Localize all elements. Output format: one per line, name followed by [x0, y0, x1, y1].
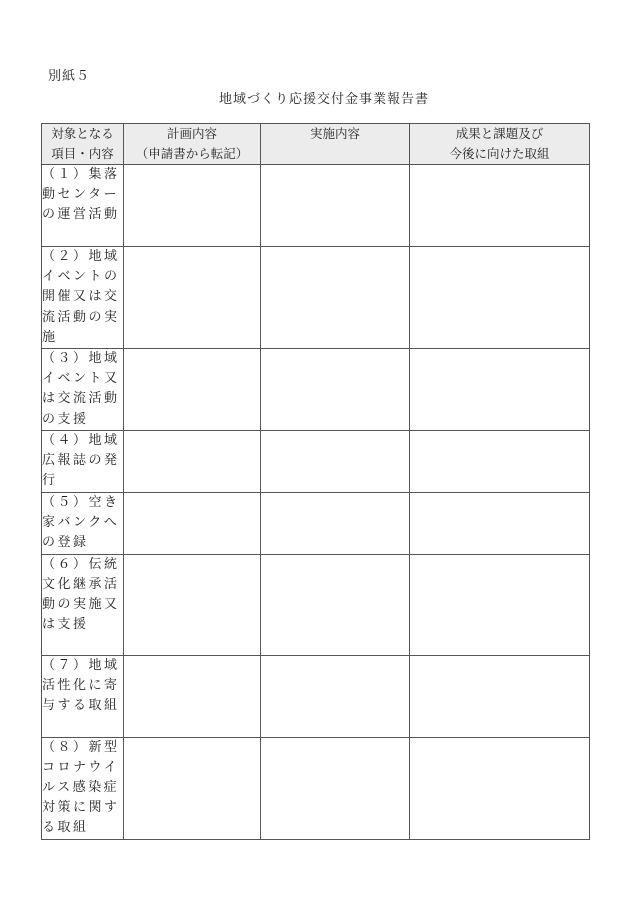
table-row — [42, 554, 590, 655]
header-results-line2: 今後に向けた取組 — [449, 146, 550, 161]
plan-cell[interactable] — [124, 247, 261, 349]
document-title: 地域づくり応援交付金事業報告書 — [218, 92, 429, 107]
row-item-label: （３）地域イベント又は交流活動の支援 — [42, 349, 124, 431]
table-row — [42, 655, 590, 737]
header-item-line1: 対象となる — [51, 126, 114, 141]
implementation-cell[interactable] — [261, 165, 410, 247]
plan-cell[interactable] — [124, 349, 261, 431]
header-implementation — [261, 124, 410, 165]
table-row — [42, 737, 590, 839]
header-plan-line2: （申請書から転記） — [135, 146, 249, 161]
row-item-label: （８）新型コロナウイルス感染症対策に関する取組 — [42, 737, 124, 839]
table-row — [42, 165, 590, 247]
results-cell[interactable] — [410, 247, 590, 349]
row-item-label: （４）地域広報誌の発行 — [42, 431, 124, 493]
header-results-line1: 成果と課題及び — [455, 126, 544, 141]
results-cell[interactable] — [410, 655, 590, 737]
row-item-label: （６）伝統文化継承活動の実施又は支援 — [42, 554, 124, 655]
plan-cell[interactable] — [124, 655, 261, 737]
table-row — [42, 349, 590, 431]
plan-cell[interactable] — [124, 492, 261, 554]
annex-label: 別紙５ — [48, 69, 91, 84]
row-item-label: （５）空き家バンクへの登録 — [42, 492, 124, 554]
results-cell[interactable] — [410, 737, 590, 839]
plan-cell[interactable] — [124, 554, 261, 655]
table-row — [42, 247, 590, 349]
implementation-cell[interactable] — [261, 492, 410, 554]
table-row — [42, 431, 590, 493]
results-cell[interactable] — [410, 431, 590, 493]
header-item — [42, 124, 124, 165]
table-row — [42, 492, 590, 554]
implementation-cell[interactable] — [261, 554, 410, 655]
results-cell[interactable] — [410, 492, 590, 554]
row-item-label: （１）集落動センターの運営活動 — [42, 165, 124, 247]
header-plan-line1: 計画内容 — [166, 126, 217, 141]
implementation-cell[interactable] — [261, 431, 410, 493]
implementation-cell[interactable] — [261, 349, 410, 431]
header-results — [410, 124, 590, 165]
row-item-label: （７）地域活性化に寄与する取組 — [42, 655, 124, 737]
plan-cell[interactable] — [124, 737, 261, 839]
plan-cell[interactable] — [124, 165, 261, 247]
results-cell[interactable] — [410, 349, 590, 431]
implementation-cell[interactable] — [261, 737, 410, 839]
header-implementation-line1: 実施内容 — [309, 126, 360, 141]
header-plan — [124, 124, 261, 165]
table-header-row — [42, 124, 590, 165]
implementation-cell[interactable] — [261, 247, 410, 349]
report-table — [41, 123, 590, 840]
header-item-line2: 項目・内容 — [51, 146, 114, 161]
results-cell[interactable] — [410, 165, 590, 247]
row-item-label: （２）地域イベントの開催又は交流活動の実施 — [42, 247, 124, 349]
implementation-cell[interactable] — [261, 655, 410, 737]
plan-cell[interactable] — [124, 431, 261, 493]
results-cell[interactable] — [410, 554, 590, 655]
